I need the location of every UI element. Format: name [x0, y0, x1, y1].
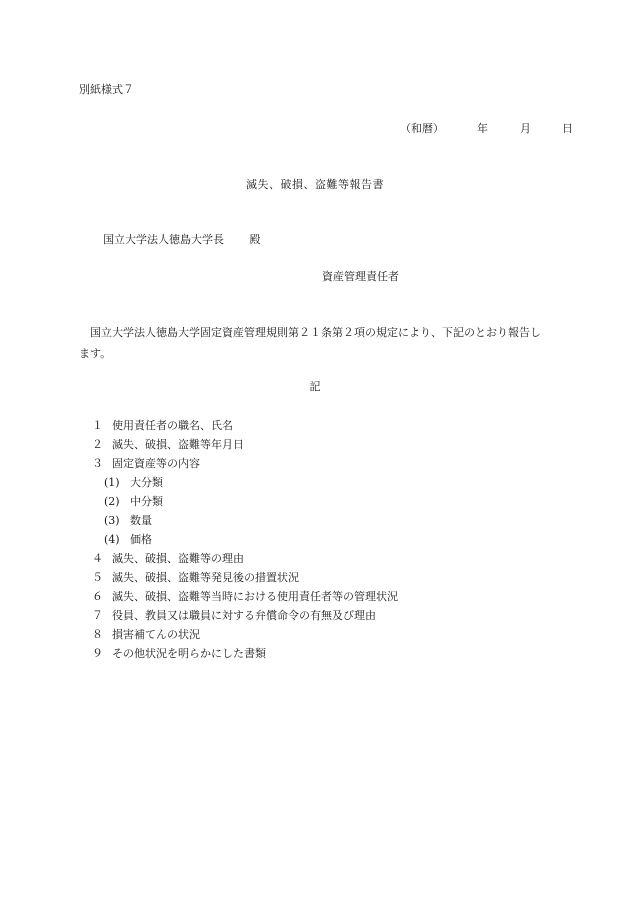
- item-text: 滅失、破損、盗難等年月日: [112, 438, 244, 451]
- item-text: 滅失、破損、盗難等の理由: [112, 552, 244, 565]
- item-number: ７: [92, 609, 103, 622]
- item-number: ６: [92, 590, 103, 603]
- item-number: (1): [104, 476, 120, 489]
- item-list: [92, 416, 398, 663]
- date-day: 日: [562, 122, 573, 135]
- list-item: [92, 644, 398, 663]
- list-item: [92, 568, 398, 587]
- item-text: 役員、教員又は職員に対する弁償命令の有無及び理由: [112, 609, 376, 622]
- list-subitem: [92, 530, 398, 549]
- date-month: 月: [520, 122, 531, 135]
- item-text: 数量: [130, 514, 152, 527]
- item-text: 損害補てんの状況: [112, 628, 200, 641]
- body-paragraph: 国立大学法人徳島大学固定資産管理規則第２１条第２項の規定により、下記のとおり報告します。: [79, 326, 541, 360]
- list-subitem: [92, 492, 398, 511]
- item-text: 価格: [130, 533, 152, 546]
- item-number: (4): [104, 533, 120, 546]
- date-year: 年: [477, 122, 488, 135]
- ki-heading: 記: [309, 380, 321, 393]
- reporter-title: 資産管理責任者: [322, 270, 399, 283]
- item-text: 滅失、破損、盗難等発見後の措置状況: [112, 571, 299, 584]
- item-text: 中分類: [130, 495, 163, 508]
- item-text: 大分類: [130, 476, 163, 489]
- item-number: １: [92, 419, 103, 432]
- addressee-honorific: 殿: [249, 233, 261, 246]
- list-subitem: [92, 511, 398, 530]
- addressee-name: 国立大学法人徳島大学長: [103, 233, 224, 246]
- item-number: ４: [92, 552, 103, 565]
- item-text: その他状況を明らかにした書類: [112, 647, 266, 660]
- addressee: [103, 231, 261, 247]
- item-text: 使用責任者の職名、氏名: [112, 419, 233, 432]
- date-line: [400, 120, 573, 136]
- item-number: (2): [104, 495, 120, 508]
- list-item: [92, 435, 398, 454]
- item-number: ８: [92, 628, 103, 641]
- item-number: ９: [92, 647, 103, 660]
- list-item: [92, 454, 398, 473]
- date-era: （和暦）: [400, 122, 444, 135]
- list-item: [92, 416, 398, 435]
- item-text: 滅失、破損、盗難等当時における使用責任者等の管理状況: [112, 590, 398, 603]
- list-item: [92, 587, 398, 606]
- list-item: [92, 549, 398, 568]
- list-item: [92, 606, 398, 625]
- item-number: (3): [104, 514, 120, 527]
- document-title: 滅失、破損、盗難等報告書: [246, 178, 384, 191]
- item-number: ２: [92, 438, 103, 451]
- form-number-label: 別紙様式７: [79, 83, 134, 96]
- item-text: 固定資産等の内容: [112, 457, 200, 470]
- item-number: ３: [92, 457, 103, 470]
- item-number: ５: [92, 571, 103, 584]
- list-subitem: [92, 473, 398, 492]
- list-item: [92, 625, 398, 644]
